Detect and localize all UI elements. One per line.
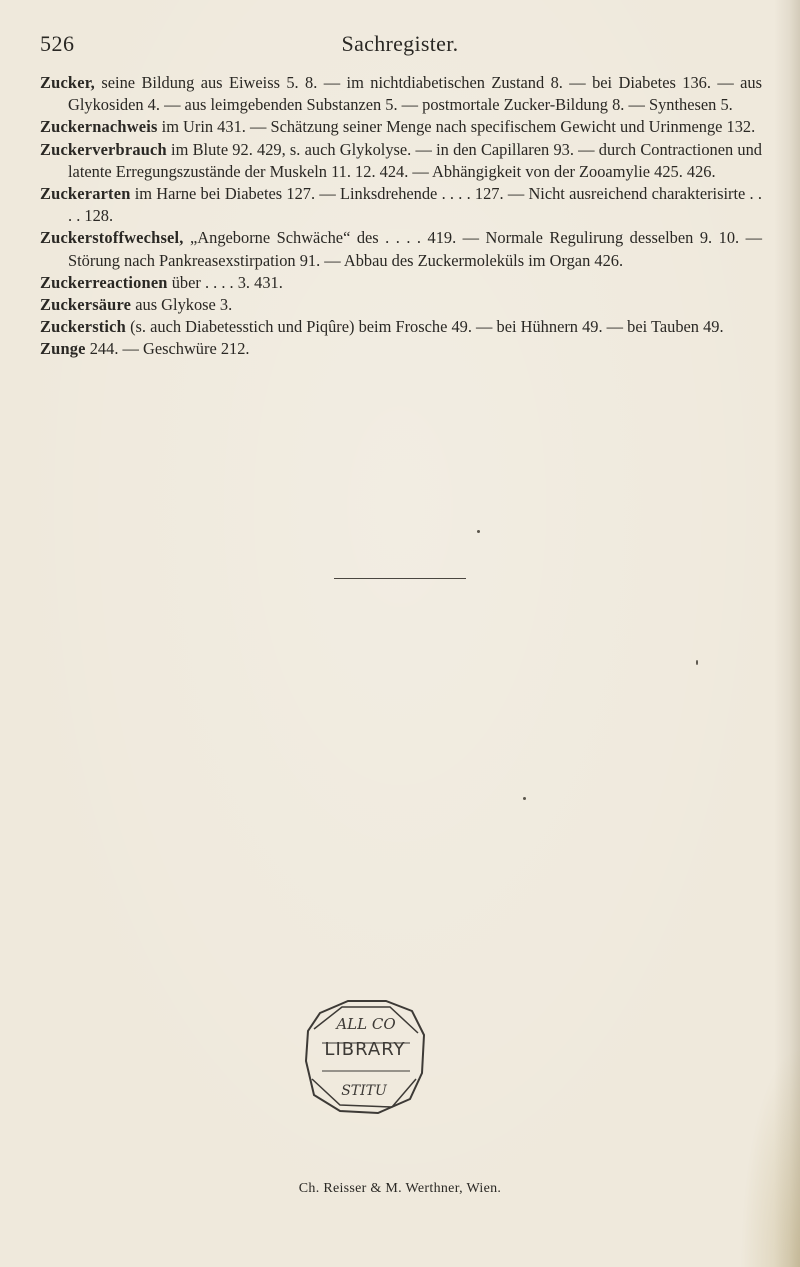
entry-text: aus Glykose 3. xyxy=(131,295,233,315)
index-entry xyxy=(40,272,762,294)
index-entry xyxy=(40,294,762,316)
printer-imprint: Ch. Reisser & M. Werthner, Wien. xyxy=(298,1181,502,1196)
entry-headword: Zucker, xyxy=(40,73,95,92)
stamp-arc-bottom: STITU xyxy=(341,1083,387,1099)
stamp-library-label: LIBRARY xyxy=(324,1039,406,1060)
index-entry xyxy=(40,338,762,360)
entry-headword: Zuckerverbrauch xyxy=(40,139,167,159)
index-entries xyxy=(40,72,762,361)
entry-text: 244. — Geschwüre 212. xyxy=(85,339,250,359)
entry-headword: Zuckerreactionen xyxy=(40,272,168,292)
stamp-arc-top: ALL CO xyxy=(336,1015,396,1033)
entry-text: über . . . . 3. 431. xyxy=(167,272,283,292)
page-number: 526 xyxy=(40,31,75,56)
index-entry xyxy=(40,183,762,227)
entry-text: im Harne bei Diabetes 127. — Linksdrehende . . . . 127. — Nicht ausreichend charakterisirte . . . . 128. xyxy=(68,184,762,226)
entry-text: (s. auch Diabetesstich und Piqûre) beim Frosche 49. — bei Hühnern 49. — bei Tauben 49. xyxy=(125,317,724,337)
entry-headword: Zuckersäure xyxy=(40,295,132,315)
running-title: Sachregister. xyxy=(341,31,459,56)
entry-headword: Zuckerarten xyxy=(40,184,131,204)
entry-headword: Zuckerstich xyxy=(40,317,126,337)
index-entry xyxy=(40,316,762,338)
index-entry xyxy=(40,139,762,183)
entry-text: im Blute 92. 429, s. auch Glykolyse. — in den Capillaren 93. — durch Contractionen und latente Erregungszustände der Muskeln 11. 12. 424. — Abhängigkeit von der Zooamylie 425. 426. xyxy=(68,139,762,181)
entry-text: im Urin 431. — Schätzung seiner Menge nach specifischem Gewicht und Urinmenge 132. xyxy=(157,117,756,137)
entry-text: „Angeborne Schwäche“ des . . . . 419. — Normale Regulirung desselben 9. 10. — Störung nach Pankreasexstirpation 91. — Abbau des Zuckermoleküls im Organ 426. xyxy=(68,228,762,270)
end-rule xyxy=(334,578,466,579)
paper-speck xyxy=(696,660,698,665)
entry-headword: Zuckerstoffwechsel, xyxy=(40,228,184,248)
index-entry xyxy=(40,227,762,271)
paper-speck xyxy=(477,530,480,533)
entry-headword: Zunge xyxy=(40,339,86,359)
library-stamp xyxy=(300,995,430,1117)
index-entry xyxy=(40,72,762,116)
index-entry xyxy=(40,116,762,138)
running-head xyxy=(40,31,760,61)
page-stain xyxy=(740,1047,800,1267)
entry-text: seine Bildung aus Eiweiss 5. 8. — im nichtdiabetischen Zustand 8. — bei Diabetes 136. — aus Glykosiden 4. — aus leimgebenden Substanzen 5. — postmortale Zucker-Bildung 8. — Synthesen 5. xyxy=(68,73,762,115)
paper-speck xyxy=(523,797,526,800)
entry-headword: Zuckernachweis xyxy=(40,117,158,137)
